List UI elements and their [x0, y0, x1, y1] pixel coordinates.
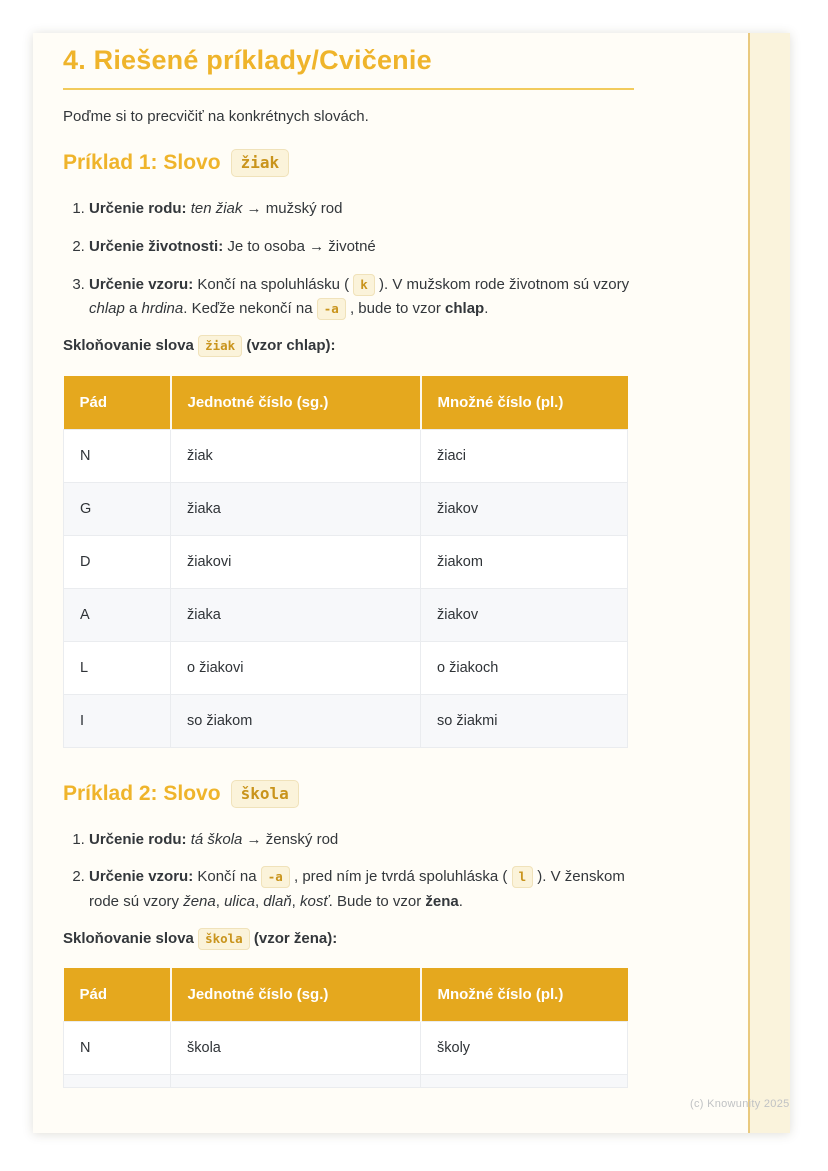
text-segment: kosť [300, 893, 329, 910]
table-cell: žiaci [421, 429, 628, 482]
column-header: Množné číslo (pl.) [421, 968, 628, 1022]
example1-declension-label [63, 335, 634, 358]
example1-steps-list [63, 197, 634, 322]
table-cell: I [64, 694, 171, 747]
step-item [89, 235, 634, 260]
table-cell: žiakov [421, 588, 628, 641]
text-segment: , [291, 893, 300, 910]
text-segment: → ženský rod [242, 830, 339, 848]
example2-word-badge: škola [231, 780, 299, 808]
table-cell: žiaka [171, 482, 421, 535]
example1-section [63, 149, 634, 748]
text-segment: tá škola [190, 830, 243, 848]
step-item [89, 865, 634, 915]
example1-declension-table [63, 376, 628, 748]
text-segment: hrdina [141, 300, 184, 318]
text-segment: ). V mužskom rode životnom sú vzory [374, 275, 630, 293]
text-segment: a [124, 300, 142, 318]
table-cell: L [64, 641, 171, 694]
text-segment: Určenie rodu: [89, 200, 187, 217]
column-header: Množné číslo (pl.) [421, 376, 628, 430]
text-segment: . [458, 893, 463, 910]
text-segment: ulica [224, 893, 255, 910]
table-cell: školy [421, 1022, 628, 1075]
column-header: Pád [64, 968, 171, 1022]
table-cell: o žiakovi [171, 641, 421, 694]
text-segment: , bude to vzor [345, 300, 446, 318]
text-segment: Určenie vzoru: [89, 868, 194, 886]
text-segment: , pred ním je tvrdá spoluhláska ( [289, 868, 512, 886]
text-segment: . Keďže nekončí na [183, 300, 317, 318]
title-divider [63, 88, 634, 90]
text-segment: chlap [89, 300, 125, 318]
example2-section [63, 780, 634, 1089]
table-row [64, 429, 628, 482]
table-row [64, 482, 628, 535]
table-cell: N [64, 1022, 171, 1075]
document-page-card [33, 33, 790, 1133]
text-segment: Skloňovanie slova [63, 929, 199, 947]
copyright-watermark: (c) Knowunity 2025 [690, 1098, 790, 1110]
table-cell: N [64, 429, 171, 482]
table-cell: D [64, 535, 171, 588]
example2-declension-table [63, 968, 628, 1088]
table-header-row [64, 376, 628, 430]
text-segment: (vzor žena): [249, 929, 338, 947]
table-header-row [64, 968, 628, 1022]
text-segment: . [484, 300, 489, 318]
text-segment: Skloňovanie slova [63, 337, 199, 354]
example1-word-badge: žiak [231, 149, 290, 177]
page-title: 4. Riešené príklady/Cvičenie [63, 45, 432, 75]
table-cell: A [64, 588, 171, 641]
table-row [64, 694, 628, 747]
text-segment: , [215, 893, 225, 910]
text-segment: (vzor chlap): [242, 337, 336, 354]
text-segment: Určenie rodu: [89, 830, 187, 848]
example1-heading [63, 149, 634, 177]
text-segment: Končí na [193, 868, 261, 886]
column-header: Jednotné číslo (sg.) [171, 376, 421, 430]
table-cell: žiak [171, 429, 421, 482]
example2-heading-text: Príklad 2: Slovo [63, 781, 221, 805]
table-cell: o žiakoch [421, 641, 628, 694]
table-cell: škola [171, 1022, 421, 1075]
inline-code-badge: k [353, 274, 375, 296]
table-cell: so žiakmi [421, 694, 628, 747]
column-header: Jednotné číslo (sg.) [171, 968, 421, 1022]
table-row [64, 641, 628, 694]
example2-steps-list [63, 828, 634, 915]
text-segment: Je to osoba → životné [223, 237, 376, 255]
step-item [89, 197, 634, 222]
inline-code-badge: -a [317, 298, 346, 320]
table-row [64, 588, 628, 641]
example2-heading [63, 780, 634, 808]
column-header: Pád [64, 376, 171, 430]
text-segment: → mužský rod [242, 200, 343, 217]
text-segment: Končí na spoluhlásku ( [193, 275, 354, 293]
step-item [89, 273, 634, 323]
table-cell: žiakom [421, 535, 628, 588]
table-cell: so žiakom [171, 694, 421, 747]
table-row [64, 1022, 628, 1075]
text-segment: ). V ženskom rode sú vzory [89, 868, 625, 910]
page-margin-strip [748, 33, 790, 1133]
clipped-row [64, 1075, 628, 1088]
example2-declension-label [63, 928, 634, 951]
text-segment: žena [425, 893, 459, 910]
example1-heading-text: Príklad 1: Slovo [63, 151, 221, 174]
document-content [63, 45, 634, 1088]
inline-code-badge: škola [198, 928, 250, 950]
text-segment: dlaň [263, 893, 292, 910]
inline-code-badge: l [512, 866, 534, 888]
text-segment: , [254, 893, 264, 910]
text-segment: Určenie vzoru: [89, 275, 194, 293]
text-segment: chlap [445, 300, 485, 318]
table-cell: žiakov [421, 482, 628, 535]
step-item [89, 828, 634, 853]
inline-code-badge: žiak [198, 335, 242, 357]
table-cell: žiaka [171, 588, 421, 641]
table-cell: žiakovi [171, 535, 421, 588]
inline-code-badge: -a [261, 866, 290, 888]
text-segment: Určenie životnosti: [89, 237, 224, 255]
text-segment: ten žiak [190, 200, 243, 217]
table-row [64, 535, 628, 588]
table-cell: G [64, 482, 171, 535]
text-segment: . Bude to vzor [328, 893, 426, 910]
intro-paragraph: Poďme si to precvičiť na konkrétnych slovách. [63, 108, 369, 125]
text-segment: žena [183, 893, 216, 910]
